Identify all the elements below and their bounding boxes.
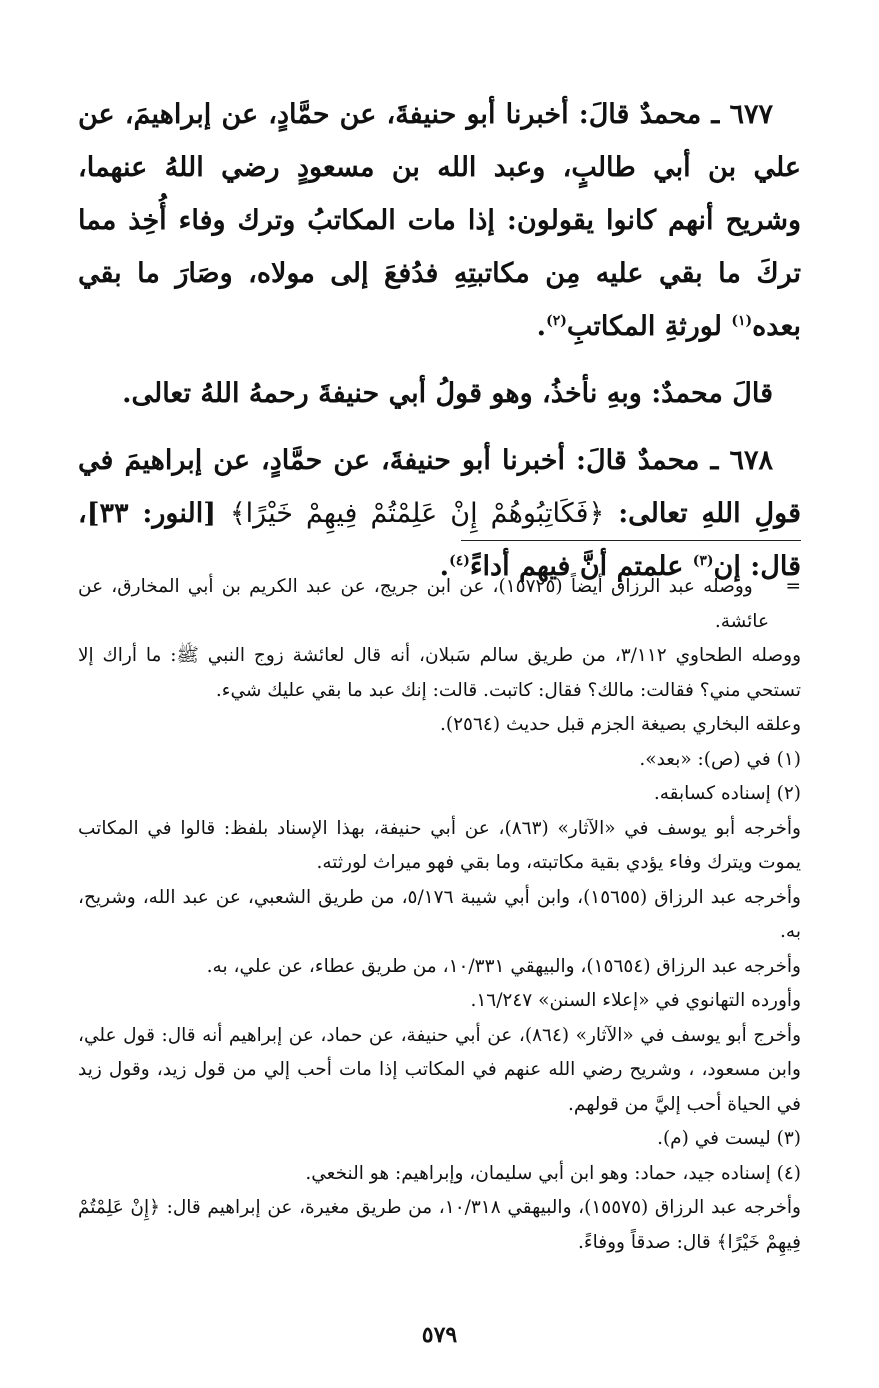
footnote-ref-4: (٤) <box>449 553 470 569</box>
hadith-677-text-mid: لورثةِ المكاتبِ <box>566 311 732 342</box>
main-text <box>78 88 801 593</box>
hadith-677 <box>78 88 801 353</box>
footnote-2-para-f: وأخرج أبو يوسف في «الآثار» (٨٦٤)، عن أبي حنيفة، عن حماد، عن إبراهيم أنه قال: قول علي، وابن مسعود، ، وشريح رضي الله عنهم في المكاتب إذا مات أحب إلي من قول زيد، وقول زيد في الحياة أحب إليَّ من قولهم. <box>78 1024 802 1115</box>
footnote-2-para-d: وأخرجه عبد الرزاق (١٥٦٥٤)، والبيهقي ١٠/٣٣١، من طريق عطاء، عن علي، به. <box>206 955 801 977</box>
hadith-677-text: ٦٧٧ ـ محمدٌ قالَ: أخبرنا أبو حنيفةَ، عن حمَّادٍ، عن إبراهيمَ، عن علي بن أبي طالبٍ، وعبد الله بن مسعودٍ رضي اللهُ عنهما، وشريح أنهم كانوا يقولون: إذا مات المكاتبُ وترك وفاء أُخِذ مما تركَ ما بقي عليه مِن مكاتبتِهِ فدُفعَ إلى مولاه، وصَارَ ما بقي بعده <box>78 99 802 342</box>
footnote-4-text-end: قال: صدقاً ووفاءً. <box>578 1231 717 1253</box>
page-number: ٥٧٩ <box>421 1322 458 1348</box>
hadith-678-citation: [النور: ٣٣]، قال: إن <box>78 498 801 582</box>
footnote-2: (٢) إسناده كسابقه. <box>653 783 801 804</box>
footnote-ref-1: (١) <box>731 313 753 329</box>
comment-677: قالَ محمدٌ: وبهِ نأخذُ، وهو قولُ أبي حنيفةَ رحمهُ اللهُ تعالى. <box>122 378 773 409</box>
footnote-quran-verse: ﴿إِنْ عَلِمْتُمْ فِيهِمْ خَيْرًا﴾ <box>78 1197 801 1253</box>
footnote-3: (٣) ليست في (م). <box>657 1128 801 1149</box>
footnote-carryover <box>78 570 801 639</box>
footnote-ref-3: (٣) <box>692 553 714 569</box>
hadith-678-text-end: علمتم أنَّ فيهم أداءً <box>469 551 693 582</box>
footnote-4: (٤) إسناده جيد، حماد: وهو ابن أبي سليمان، وإبراهيم: هو النخعي. <box>305 1162 801 1184</box>
footnote-carry-text-2: ووصله الطحاوي ٣/١١٢، من طريق سالم سَبلان، أنه قال لعائشة زوج النبي ﷺ: ما أراك إلا تستحي مني؟ فقالت: مالك؟ فقال: كاتبت. قالت: إنك عبد ما بقي عليك شيء. <box>78 645 801 701</box>
footnote-2-para-c: وأخرجه عبد الرزاق (١٥٦٥٥)، وابن أبي شيبة ٥/١٧٦، من طريق الشعبي، عن عبد الله، وشريح، به. <box>78 886 801 942</box>
hadith-678-end: . <box>439 551 450 582</box>
footnote-divider <box>461 540 801 541</box>
continuation-mark: = <box>785 576 801 597</box>
footnote-ref-2: (٢) <box>546 313 567 329</box>
footnote-4-text: وأخرجه عبد الرزاق (١٥٥٧٥)، والبيهقي ١٠/٣١٨، من طريق مغيرة، عن إبراهيم قال: <box>159 1197 801 1218</box>
footnote-1: (١) في (ص): «بعد». <box>639 748 801 770</box>
footnote-carry-text-3: وعلقه البخاري بصيغة الجزم قبل حديث (٢٥٦٤). <box>440 714 801 735</box>
book-page <box>78 88 801 1348</box>
hadith-677-end: . <box>536 311 547 342</box>
hadith-678-text: ٦٧٨ ـ محمدٌ قالَ: أخبرنا أبو حنيفةَ، عن حمَّادٍ، عن إبراهيمَ في قولِ اللهِ تعالى: <box>78 445 801 529</box>
quran-verse: ﴿فَكَاتِبُوهُمْ إِنْ عَلِمْتُمْ فِيهِمْ خَيْرًا﴾ <box>229 498 605 529</box>
footnote-2-para-e: وأورده التهانوي في «إعلاء السنن» ١٦/٢٤٧. <box>470 990 801 1011</box>
footnote-carry-text-1: ووصله عبد الرزاق أيضاً (١٥٧٢٥)، عن ابن جريج، عن عبد الكريم بن أبي المخارق، عن عائشة. <box>78 576 769 632</box>
footnotes <box>78 570 801 1260</box>
footnote-4-para-b <box>78 1191 801 1260</box>
footnote-2-para-b: وأخرجه أبو يوسف في «الآثار» (٨٦٣)، عن أبي حنيفة، بهذا الإسناد بلفظ: قالوا في المكاتب يموت ويترك وفاء يؤدي بقية مكاتبته، وما بقي فهو ميراث لورثته. <box>78 817 801 873</box>
